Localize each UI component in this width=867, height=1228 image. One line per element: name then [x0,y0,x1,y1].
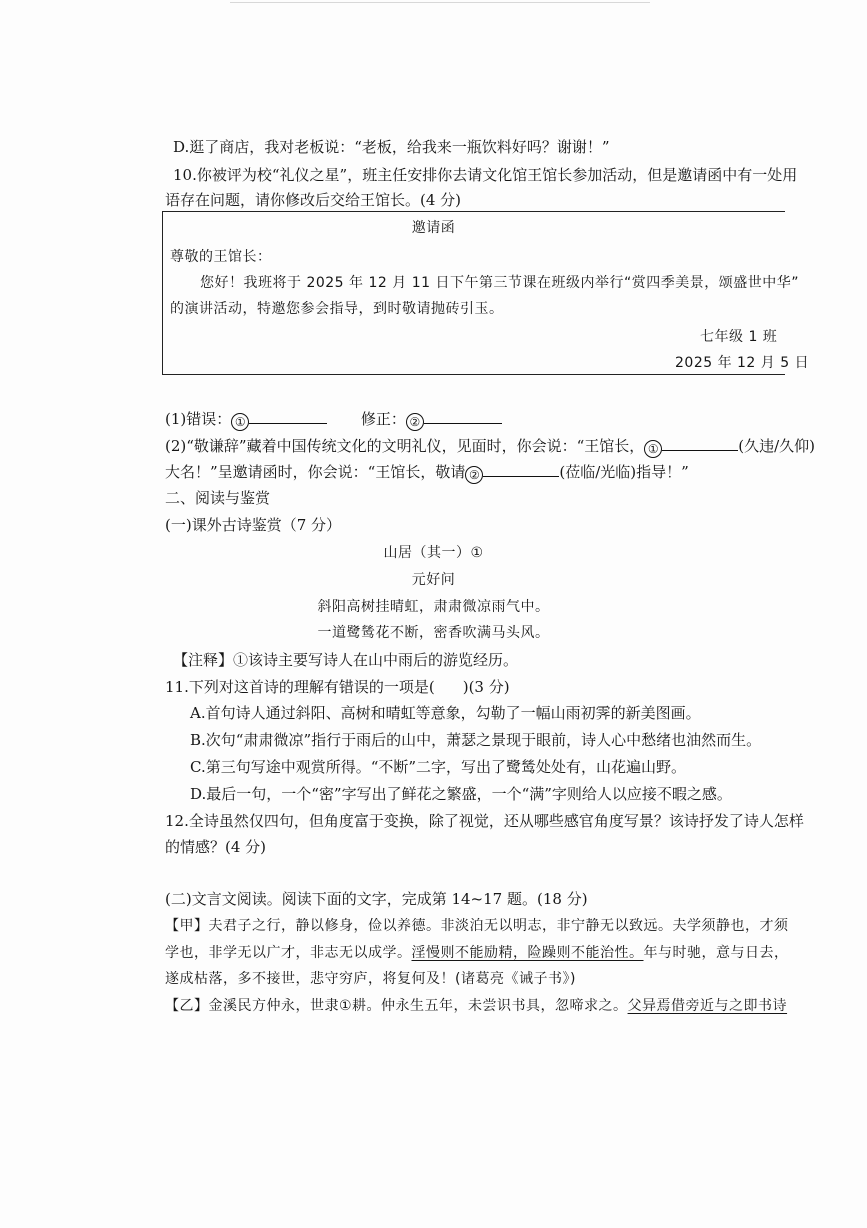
blank-marker-2: ② [465,466,483,484]
blank-marker-1: ① [231,413,249,431]
q9-option-d: D.逛了商店，我对老板说：“老板，给我来一瓶饮料好吗？谢谢！” [173,138,610,156]
q10-2-text-a: (2)“敬谦辞”藏着中国传统文化的文明礼仪，见面时，你会说：“王馆长， [165,437,645,455]
passage-yi-line1 [165,996,787,1016]
q11-option-c: C.第三句写途中观赏所得。“不断”二字，写出了鹭鸶处处有，山花遍山野。 [190,758,687,776]
letter-sender: 七年级 1 班 [700,329,778,345]
letter-title: 邀请函 [411,220,456,236]
q11-points: )(3 分) [462,678,510,696]
q10-stem-line1: 10.你被评为校“礼仪之星”，班主任安排你去请文化馆王馆长参加活动，但是邀请函中有一处用 [173,166,798,184]
q11-stem [165,677,510,697]
scan-edge-line [230,2,650,3]
poem-line2: 一道鹭鸶花不断，密香吹满马头风。 [317,625,550,641]
yi-text-a: 【乙】金溪民方仲永，世隶①耕。仲永生五年，未尝识书具，忽啼求之。 [165,998,628,1014]
q10-part2-line2 [165,462,689,484]
error-label: (1)错误： [165,410,232,428]
letter-body-line1: 您好！我班将于 2025 年 12 月 11 日下午第三节课在班级内举行“赏四季美景，颂盛世中华” [200,275,799,291]
blank-marker-1: ① [644,440,662,458]
answer-blank-fix[interactable] [424,409,502,424]
q12-line2: 的情感？(4 分) [165,838,267,856]
q11-option-a: A.首句诗人通过斜阳、高树和晴虹等意象，勾勒了一幅山雨初霁的新美图画。 [190,704,701,722]
q10-part1 [165,409,502,431]
letter-salutation: 尊敬的王馆长： [170,249,272,265]
poem-annotation: 【注释】①该诗主要写诗人在山中雨后的游览经历。 [173,651,519,669]
q11-option-d: D.最后一句，一个“密”字写出了鲜花之繁盛，一个“满”字则给人以应接不暇之感。 [190,785,732,803]
q12-line1: 12.全诗虽然仅四句，但角度富于变换，除了视觉，还从哪些感官角度写景？该诗抒发了诗人怎样 [165,812,804,830]
passage-jia-line1: 【甲】夫君子之行，静以修身，俭以养德。非淡泊无以明志，非宁静无以致远。夫学须静也，才须 [165,918,789,934]
jia-text-a: 学也，非学无以广才，非志无以成学。 [165,945,412,961]
passage-jia-line2 [165,943,789,963]
q10-2-choices-b: (莅临/光临)指导！” [559,463,689,481]
part1-title: (一)课外古诗鉴赏（7 分） [165,516,342,534]
q10-stem-line2: 语存在问题，请你修改后交给王馆长。(4 分) [165,191,462,209]
letter-body-line2: 的演讲活动，特邀您参会指导，到时敬请抛砖引玉。 [170,301,504,317]
poem-author: 元好问 [411,572,456,588]
blank-marker-2: ② [406,413,424,431]
q10-2-text-b: 大名！”呈邀请函时，你会说：“王馆长，敬请 [165,463,466,481]
q11-stem-text: 11.下列对这首诗的理解有错误的一项是( [165,678,435,696]
fix-label: 修正： [360,410,406,428]
yi-underlined-sentence: 父异焉借旁近与之即书诗 [627,998,788,1014]
jia-text-b: 年与时驰，意与日去， [643,945,789,961]
passage-jia-line3: 遂成枯落，多不接世，悲守穷庐，将复何及！(诸葛亮《诫子书》) [165,971,576,987]
q10-2-choices-a: (久违/久仰) [738,437,816,455]
jia-underlined-sentence: 淫慢则不能励精，险躁则不能治性。 [411,945,644,961]
q11-option-b: B.次句“肃肃微凉”指行于雨后的山中，萧瑟之景现于眼前，诗人心中愁绪也油然而生。 [190,731,762,749]
poem-line1: 斜阳高树挂晴虹，肃肃微凉雨气中。 [317,599,550,615]
section-heading: 二、阅读与鉴赏 [165,489,271,507]
poem-title: 山居（其一）① [383,545,484,561]
answer-blank-greeting[interactable] [662,436,738,451]
answer-blank-error[interactable] [249,409,327,424]
part2-title: (二)文言文阅读。阅读下面的文字，完成第 14~17 题。(18 分) [165,890,588,908]
answer-blank-invite[interactable] [483,462,559,477]
letter-date: 2025 年 12 月 5 日 [675,355,810,371]
q10-part2-line1 [165,436,815,458]
